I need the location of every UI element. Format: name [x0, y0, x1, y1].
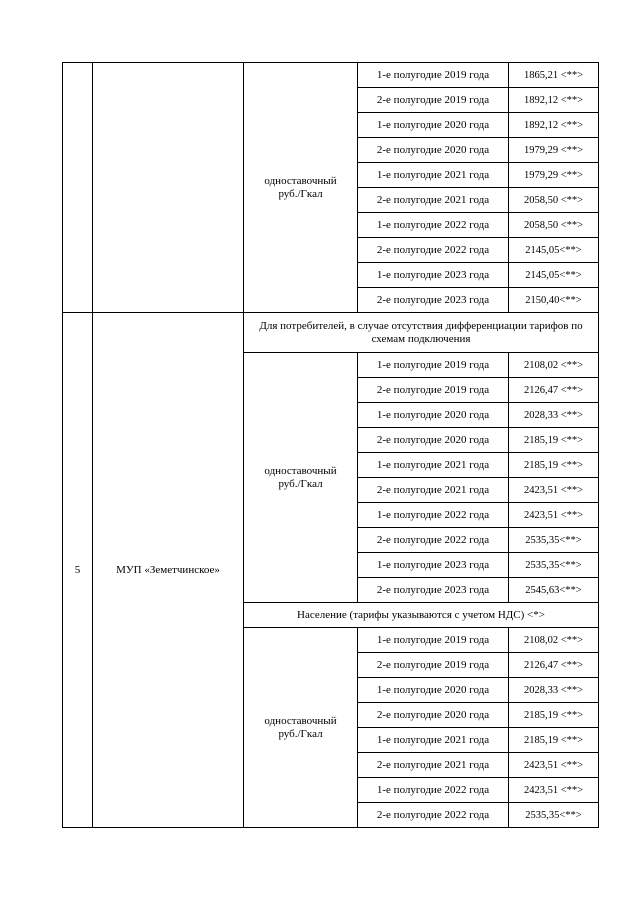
value-cell: 2145,05<**>	[509, 263, 599, 288]
period-cell: 1-е полугодие 2021 года	[358, 453, 509, 478]
period-cell: 2-е полугодие 2021 года	[358, 478, 509, 503]
value-cell: 2028,33 <**>	[509, 678, 599, 703]
period-cell: 1-е полугодие 2022 года	[358, 778, 509, 803]
value-cell: 2423,51 <**>	[509, 503, 599, 528]
value-cell: 2423,51 <**>	[509, 778, 599, 803]
value-cell: 2185,19 <**>	[509, 703, 599, 728]
tariff-type-cell: одноставочный руб./Гкал	[244, 353, 358, 603]
value-cell: 1979,29 <**>	[509, 163, 599, 188]
period-cell: 1-е полугодие 2021 года	[358, 163, 509, 188]
value-cell: 2535,35<**>	[509, 803, 599, 828]
value-cell: 1892,12 <**>	[509, 88, 599, 113]
period-cell: 1-е полугодие 2019 года	[358, 628, 509, 653]
value-cell: 1865,21 <**>	[509, 63, 599, 88]
period-cell: 1-е полугодие 2020 года	[358, 403, 509, 428]
period-cell: 2-е полугодие 2022 года	[358, 238, 509, 263]
period-cell: 2-е полугодие 2020 года	[358, 138, 509, 163]
value-cell: 2108,02 <**>	[509, 353, 599, 378]
org-cell-continued	[93, 63, 244, 313]
tariff-type-cell: одноставочный руб./Гкал	[244, 63, 358, 313]
section-header-population: Население (тарифы указываются с учетом НДС) <*>	[244, 603, 599, 628]
period-cell: 1-е полугодие 2020 года	[358, 678, 509, 703]
value-cell: 2058,50 <**>	[509, 188, 599, 213]
period-cell: 2-е полугодие 2019 года	[358, 378, 509, 403]
number-cell-continued	[63, 63, 93, 313]
period-cell: 2-е полугодие 2023 года	[358, 288, 509, 313]
value-cell: 2185,19 <**>	[509, 428, 599, 453]
tariff-table-body	[63, 63, 599, 828]
period-cell: 2-е полугодие 2019 года	[358, 88, 509, 113]
value-cell: 2545,63<**>	[509, 578, 599, 603]
value-cell: 2126,47 <**>	[509, 378, 599, 403]
value-cell: 2423,51 <**>	[509, 478, 599, 503]
tariff-type-cell: одноставочный руб./Гкал	[244, 628, 358, 828]
period-cell: 2-е полугодие 2022 года	[358, 528, 509, 553]
period-cell: 2-е полугодие 2019 года	[358, 653, 509, 678]
value-cell: 2108,02 <**>	[509, 628, 599, 653]
value-cell: 2185,19 <**>	[509, 728, 599, 753]
period-cell: 2-е полугодие 2022 года	[358, 803, 509, 828]
value-cell: 2535,35<**>	[509, 528, 599, 553]
value-cell: 2535,35<**>	[509, 553, 599, 578]
period-cell: 1-е полугодие 2023 года	[358, 553, 509, 578]
value-cell: 2126,47 <**>	[509, 653, 599, 678]
period-cell: 2-е полугодие 2021 года	[358, 188, 509, 213]
period-cell: 1-е полугодие 2019 года	[358, 63, 509, 88]
period-cell: 1-е полугодие 2019 года	[358, 353, 509, 378]
value-cell: 1892,12 <**>	[509, 113, 599, 138]
period-cell: 2-е полугодие 2020 года	[358, 428, 509, 453]
section-header-consumers: Для потребителей, в случае отсутствия дифференциации тарифов по схемам подключения	[244, 313, 599, 353]
table-row	[63, 63, 599, 88]
period-cell: 1-е полугодие 2022 года	[358, 213, 509, 238]
value-cell: 2028,33 <**>	[509, 403, 599, 428]
period-cell: 1-е полугодие 2023 года	[358, 263, 509, 288]
value-cell: 2423,51 <**>	[509, 753, 599, 778]
org-name: МУП «Земетчинское»	[93, 313, 244, 828]
org-number: 5	[63, 313, 93, 828]
value-cell: 2185,19 <**>	[509, 453, 599, 478]
value-cell: 2058,50 <**>	[509, 213, 599, 238]
period-cell: 1-е полугодие 2022 года	[358, 503, 509, 528]
table-row	[63, 313, 599, 353]
period-cell: 2-е полугодие 2021 года	[358, 753, 509, 778]
value-cell: 2150,40<**>	[509, 288, 599, 313]
period-cell: 1-е полугодие 2020 года	[358, 113, 509, 138]
period-cell: 2-е полугодие 2023 года	[358, 578, 509, 603]
value-cell: 2145,05<**>	[509, 238, 599, 263]
period-cell: 2-е полугодие 2020 года	[358, 703, 509, 728]
tariff-table	[62, 62, 599, 828]
value-cell: 1979,29 <**>	[509, 138, 599, 163]
period-cell: 1-е полугодие 2021 года	[358, 728, 509, 753]
